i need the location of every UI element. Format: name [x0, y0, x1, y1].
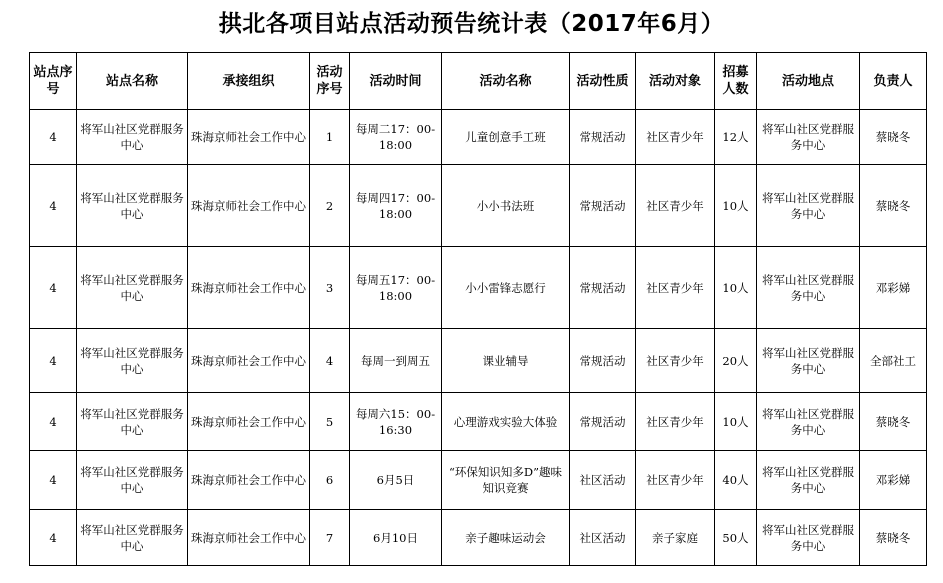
cell-activity-no: 2 — [310, 165, 350, 247]
cell-activity-name: 课业辅导 — [442, 329, 570, 393]
cell-location: 将军山社区党群服务中心 — [757, 510, 860, 566]
cell-activity-name: 小小书法班 — [442, 165, 570, 247]
cell-leader: 蔡晓冬 — [860, 165, 927, 247]
cell-location: 将军山社区党群服务中心 — [757, 393, 860, 451]
cell-time: 每周五17：00-18:00 — [350, 247, 442, 329]
cell-target: 社区青少年 — [636, 165, 715, 247]
cell-time: 每周二17：00-18:00 — [350, 110, 442, 165]
cell-time: 每周四17：00-18:00 — [350, 165, 442, 247]
col-header-time: 活动时间 — [350, 53, 442, 110]
header-row — [30, 53, 927, 110]
cell-leader: 蔡晓冬 — [860, 110, 927, 165]
cell-station-name: 将军山社区党群服务中心 — [77, 247, 188, 329]
cell-activity-name: 小小雷锋志愿行 — [442, 247, 570, 329]
cell-activity-no: 4 — [310, 329, 350, 393]
table-row — [30, 329, 927, 393]
table-row — [30, 393, 927, 451]
col-header-target: 活动对象 — [636, 53, 715, 110]
cell-target: 社区青少年 — [636, 393, 715, 451]
cell-leader: 蔡晓冬 — [860, 510, 927, 566]
cell-station-no: 4 — [30, 247, 77, 329]
cell-organizer: 珠海京师社会工作中心 — [188, 510, 310, 566]
cell-location: 将军山社区党群服务中心 — [757, 329, 860, 393]
cell-station-name: 将军山社区党群服务中心 — [77, 393, 188, 451]
cell-station-name: 将军山社区党群服务中心 — [77, 451, 188, 510]
page-title: 拱北各项目站点活动预告统计表（2017年6月） — [218, 11, 725, 37]
cell-activity-name: 儿童创意手工班 — [442, 110, 570, 165]
col-header-organizer: 承接组织 — [188, 53, 310, 110]
cell-leader: 蔡晓冬 — [860, 393, 927, 451]
col-header-activity-name: 活动名称 — [442, 53, 570, 110]
col-header-location: 活动地点 — [757, 53, 860, 110]
cell-recruit: 10人 — [715, 247, 757, 329]
cell-time: 6月10日 — [350, 510, 442, 566]
cell-station-name: 将军山社区党群服务中心 — [77, 510, 188, 566]
cell-station-no: 4 — [30, 329, 77, 393]
cell-station-no: 4 — [30, 451, 77, 510]
cell-activity-no: 7 — [310, 510, 350, 566]
cell-location: 将军山社区党群服务中心 — [757, 247, 860, 329]
table-row — [30, 510, 927, 566]
table-row — [30, 247, 927, 329]
cell-station-no: 4 — [30, 510, 77, 566]
table-row — [30, 110, 927, 165]
cell-activity-no: 3 — [310, 247, 350, 329]
cell-recruit: 10人 — [715, 393, 757, 451]
cell-organizer: 珠海京师社会工作中心 — [188, 329, 310, 393]
cell-activity-no: 1 — [310, 110, 350, 165]
cell-location: 将军山社区党群服务中心 — [757, 451, 860, 510]
cell-leader: 全部社工 — [860, 329, 927, 393]
cell-target: 社区青少年 — [636, 247, 715, 329]
cell-target: 社区青少年 — [636, 451, 715, 510]
cell-activity-no: 6 — [310, 451, 350, 510]
cell-organizer: 珠海京师社会工作中心 — [188, 451, 310, 510]
cell-recruit: 12人 — [715, 110, 757, 165]
cell-nature: 社区活动 — [570, 510, 636, 566]
cell-activity-name: 亲子趣味运动会 — [442, 510, 570, 566]
cell-leader: 邓彩娣 — [860, 451, 927, 510]
cell-organizer: 珠海京师社会工作中心 — [188, 393, 310, 451]
cell-activity-no: 5 — [310, 393, 350, 451]
cell-leader: 邓彩娣 — [860, 247, 927, 329]
cell-nature: 常规活动 — [570, 165, 636, 247]
cell-time: 每周一到周五 — [350, 329, 442, 393]
col-header-nature: 活动性质 — [570, 53, 636, 110]
table-body — [30, 110, 927, 566]
cell-station-no: 4 — [30, 393, 77, 451]
cell-nature: 常规活动 — [570, 393, 636, 451]
col-header-recruit: 招募人数 — [715, 53, 757, 110]
cell-station-name: 将军山社区党群服务中心 — [77, 165, 188, 247]
cell-time: 6月5日 — [350, 451, 442, 510]
cell-nature: 常规活动 — [570, 110, 636, 165]
cell-target: 社区青少年 — [636, 110, 715, 165]
table-row — [30, 451, 927, 510]
cell-station-no: 4 — [30, 110, 77, 165]
cell-target: 社区青少年 — [636, 329, 715, 393]
cell-recruit: 40人 — [715, 451, 757, 510]
cell-location: 将军山社区党群服务中心 — [757, 110, 860, 165]
cell-recruit: 20人 — [715, 329, 757, 393]
col-header-station-name: 站点名称 — [77, 53, 188, 110]
cell-organizer: 珠海京师社会工作中心 — [188, 247, 310, 329]
cell-nature: 常规活动 — [570, 247, 636, 329]
cell-station-no: 4 — [30, 165, 77, 247]
table-row — [30, 165, 927, 247]
cell-location: 将军山社区党群服务中心 — [757, 165, 860, 247]
col-header-leader: 负责人 — [860, 53, 927, 110]
cell-target: 亲子家庭 — [636, 510, 715, 566]
cell-recruit: 50人 — [715, 510, 757, 566]
cell-station-name: 将军山社区党群服务中心 — [77, 110, 188, 165]
cell-organizer: 珠海京师社会工作中心 — [188, 165, 310, 247]
cell-nature: 常规活动 — [570, 329, 636, 393]
cell-station-name: 将军山社区党群服务中心 — [77, 329, 188, 393]
cell-nature: 社区活动 — [570, 451, 636, 510]
cell-recruit: 10人 — [715, 165, 757, 247]
col-header-station-no: 站点序号 — [30, 53, 77, 110]
cell-time: 每周六15：00-16:30 — [350, 393, 442, 451]
col-header-activity-no: 活动序号 — [310, 53, 350, 110]
cell-activity-name: “环保知识知多D”趣味知识竞赛 — [442, 451, 570, 510]
activity-table — [29, 52, 927, 566]
cell-organizer: 珠海京师社会工作中心 — [188, 110, 310, 165]
cell-activity-name: 心理游戏实验大体验 — [442, 393, 570, 451]
